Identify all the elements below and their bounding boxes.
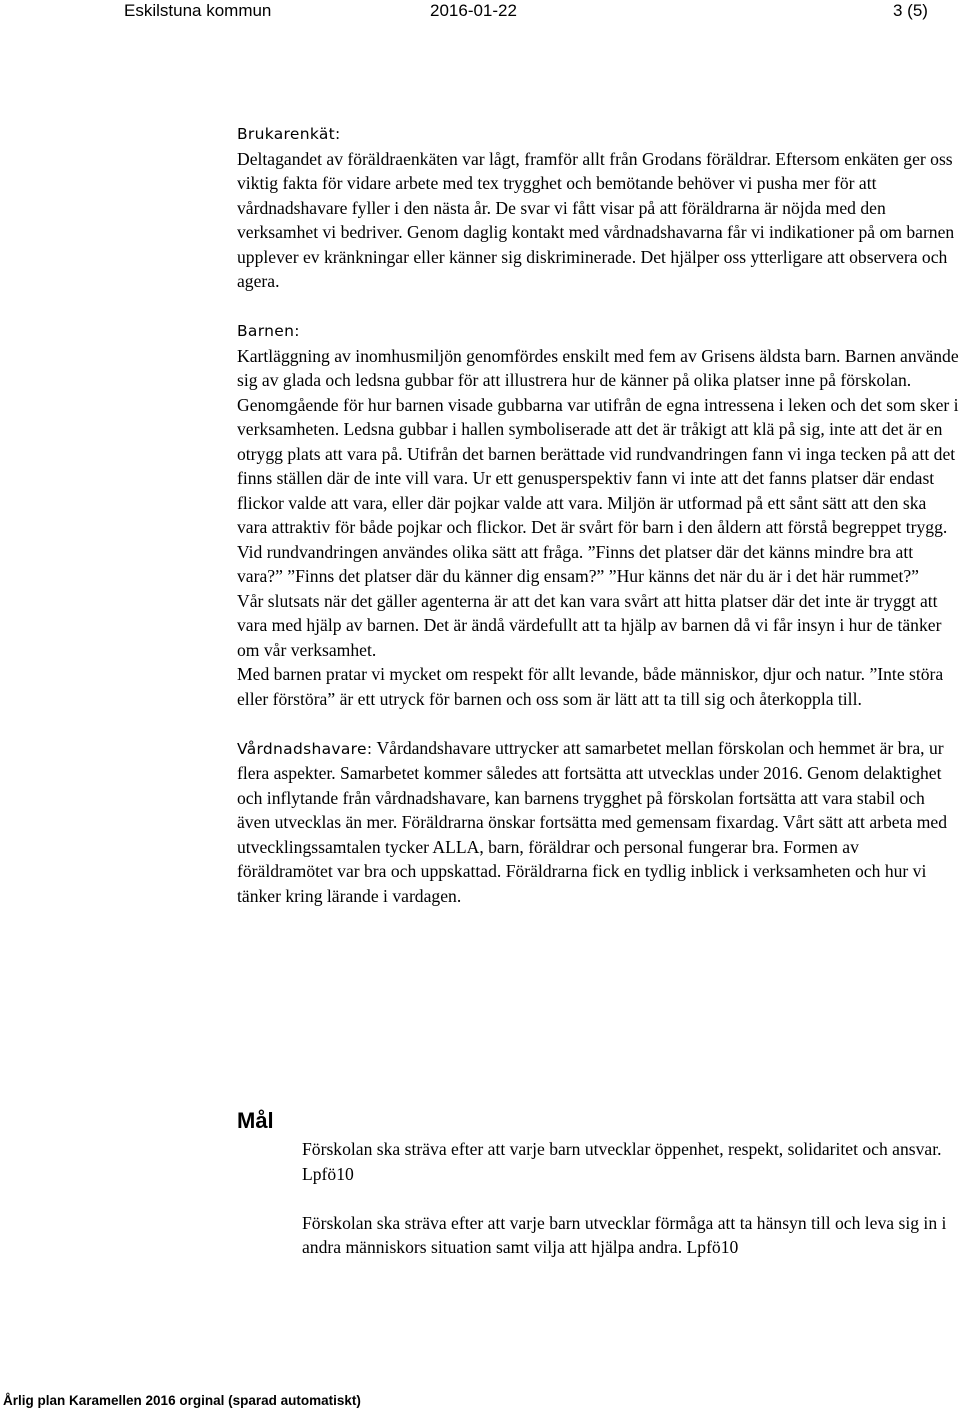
goals-heading: Mål (237, 1108, 274, 1133)
section-vardnadshavare (237, 736, 959, 909)
header-organization: Eskilstuna kommun (124, 1, 272, 20)
page-footer: Årlig plan Karamellen 2016 orginal (sparad automatiskt) (3, 1393, 361, 1408)
section-label-vardnadshavare: Vårdnadshavare: (237, 739, 373, 758)
goal-item: Förskolan ska sträva efter att varje barn utvecklar öppenhet, respekt, solidaritet och ansvar. Lpfö10 (302, 1139, 942, 1184)
goals-list (302, 1137, 954, 1284)
section-text-barnen-1: Kartläggning av inomhusmiljön genomfördes enskilt med fem av Grisens äldsta barn. Barnen använde sig av glada och ledsna gubbar för att illustrera hur de känner på olika platser inne på förskolan. Genomgående för hur barnen visade gubbarna var utifrån de egna intressena i leken och det som sker i verksamheten. Ledsna gubbar i hallen symboliserade att det är tråkigt att klä på sig, inte att det är en otrygg plats att vara på. Utifrån det barnen berättade vid rundvandringen fann vi inga tecken på att det finns ställen där de inte vill vara. Ur ett genusperspektiv fann vi inte att det fanns platser där endast flickor valde att vara, eller där pojkar valde att vara. Miljön är utformad på ett sånt sätt att den ska vara attraktiv för både pojkar och flickor. Det är svårt för barn i den åldern att förstå begreppet trygg. Vid rundvandringen användes olika sätt att fråga. ”Finns det platser där det känns mindre bra att vara?” ”Finns det platser där du känner dig ensam?” ”Hur känns det när du är i det här rummet?” (237, 345, 959, 586)
section-text-brukarenkat: Deltagandet av föräldraenkäten var lågt, framför allt från Grodans föräldrar. Eftersom enkäten ger oss viktig fakta för vidare arbete med tex trygghet och bemötande behöver vi pusha mer för att vårdnadshavare fyller i den nästa år. De svar vi fått visar på att föräldrarna är nöjda med den verksamhet vi bedriver. Genom daglig kontakt med vårdnadshavarna får vi indikationer på om barnen upplever ev kränkningar eller känner sig diskriminerade. Det hjälper oss ytterligare att observera och agera. (237, 148, 955, 291)
document-body (237, 121, 959, 933)
section-barnen (237, 318, 959, 711)
section-label-brukarenkat: Brukarenkät: (237, 125, 341, 143)
section-label-barnen: Barnen: (237, 322, 300, 340)
section-text-vardnadshavare: Vårdandshavare uttrycker att samarbetet mellan förskolan och hemmet är bra, ur flera aspekter. Samarbetet kommer således att fortsätta att utvecklas under 2016. Genom delaktighet och inflytande från vårdnadshavare, kan barnens trygghet på förskolan fortsätta att vara stabil och även utvecklas än mer. Föräldrarna önskar fortsätta med gemensam fixardag. Vårt sätt att arbeta med utvecklingssamtalen tycker ALLA, barn, föräldrar och personal fungerar bra. Formen av föräldramötet var bra och uppskattad. Föräldrarna fick en tydlig inblick i verksamheten och hur vi tänker kring lärande i vardagen. (237, 737, 947, 906)
section-text-barnen-2: Vår slutsats när det gäller agenterna är att det kan vara svårt att hitta platser där det inte är tryggt att vara med hjälp av barnen. Det är ändå värdefullt att ta hjälp av barnen då vi får insyn i hur de tänker om vår verksamhet. (237, 590, 942, 660)
section-text-barnen-3: Med barnen pratar vi mycket om respekt för allt levande, både människor, djur och natur. ”Inte störa eller förstöra” är ett utryck för barnen och oss som är lätt att ta till sig och återkoppla till. (237, 664, 944, 709)
goal-item: Förskolan ska sträva efter att varje barn utvecklar förmåga att ta hänsyn till och leva sig in i andra människors situation samt vilja att hjälpa andra. Lpfö10 (302, 1212, 947, 1257)
header-date: 2016-01-22 (430, 1, 517, 20)
page-header (0, 0, 960, 26)
section-brukarenkat (237, 121, 959, 294)
header-page-number: 3 (5) (893, 1, 928, 20)
